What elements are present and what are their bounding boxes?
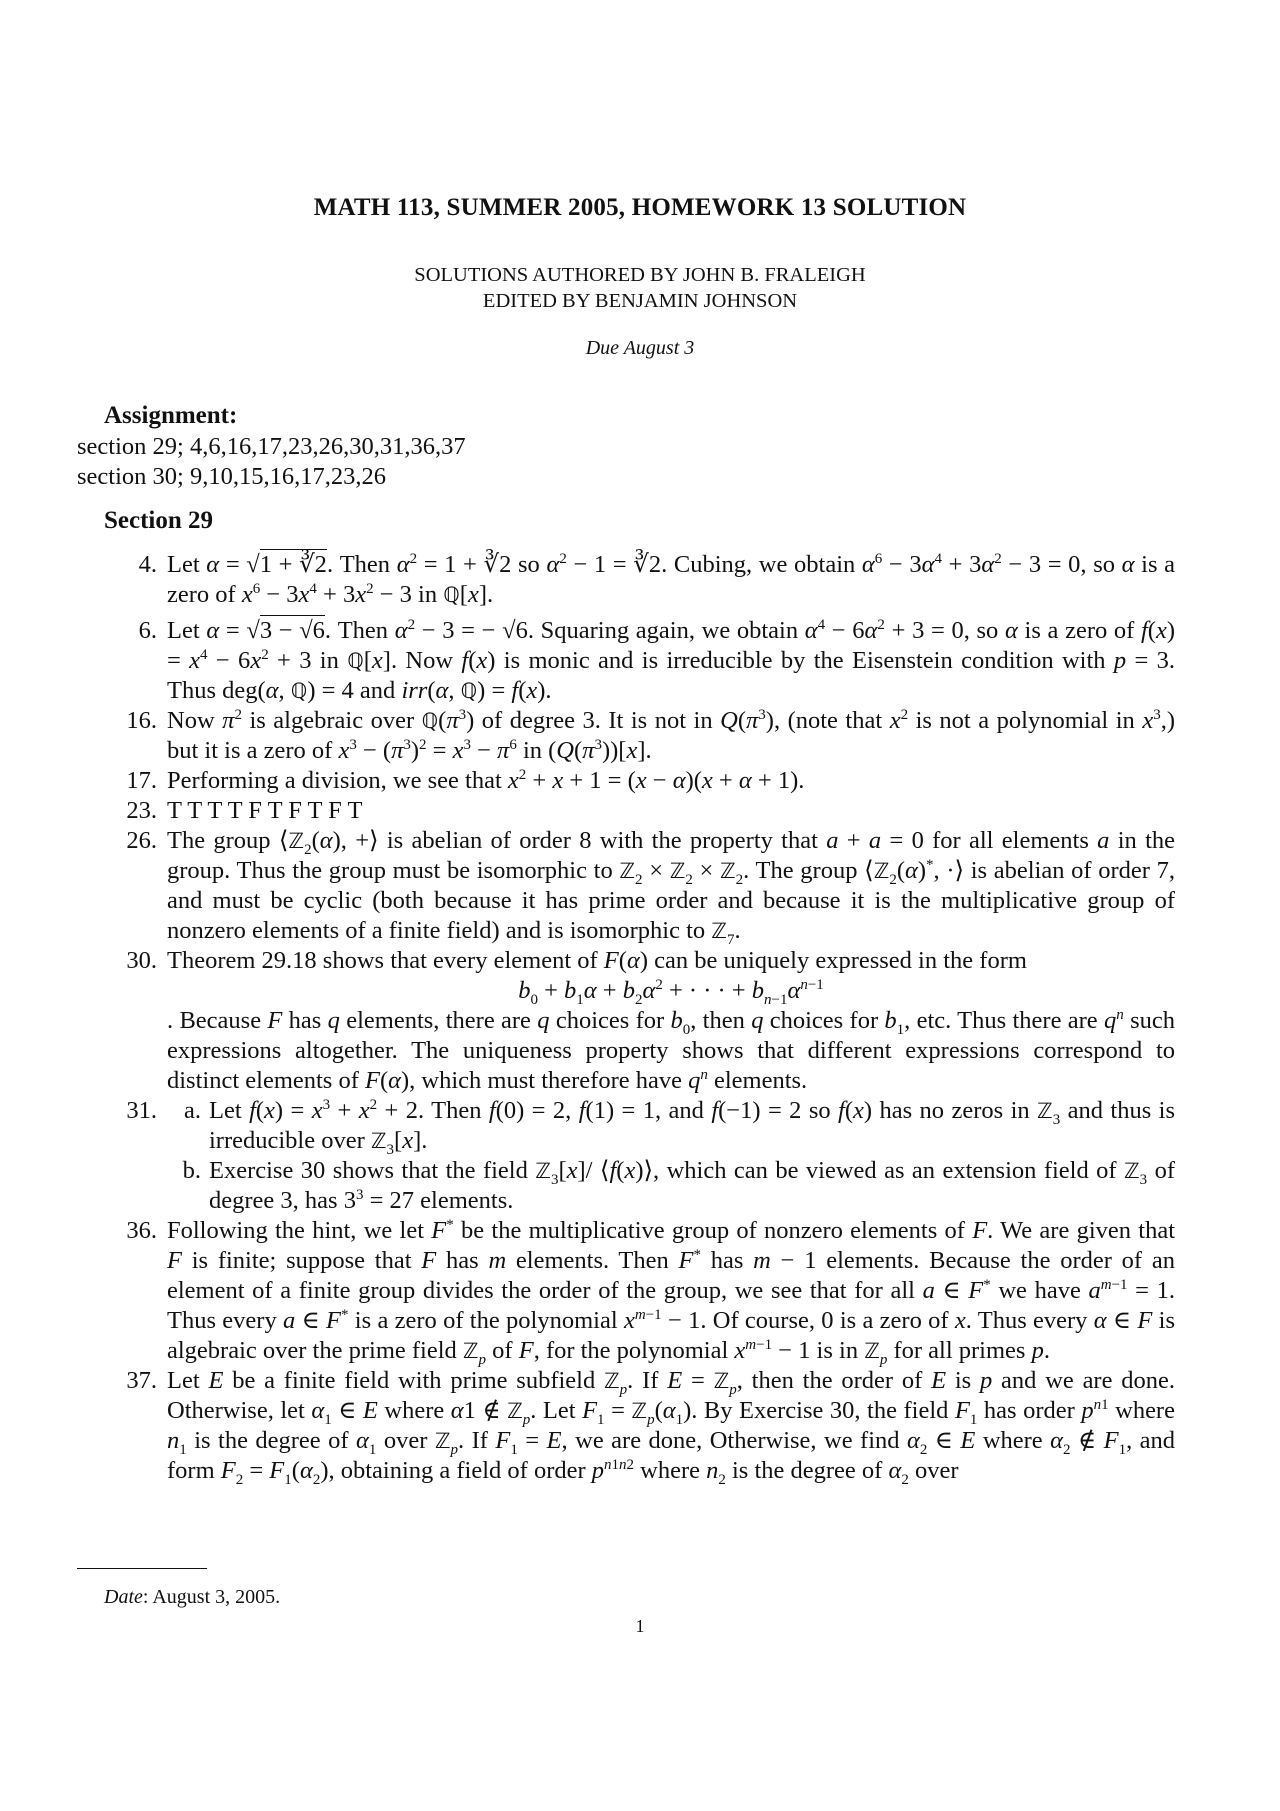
problem-number: 17. [126, 767, 157, 794]
problem-list [117, 550, 1175, 1486]
problem-body: Following the hint, we let F* be the multiplicative group of nonzero elements of F. We are given that F is finite; suppose that F has m elements. Then F* has m − 1 elements. Because the order of an element of a finite group divides the order of the group, we see that for all a ∈ F* we have $a^{m-1} = 1$. Thus every a ∈ F* is a zero of the polynomial $x^{m-1} - 1$. Of course, 0 is a zero of x. Thus every α ∈ F is algebraic over the prime field ℤ$_p$ of F, for the polynomial $x^{m-1} - 1$ is in ℤ$_p$ for all primes p. [167, 1216, 1176, 1368]
part-label: b. [182, 1157, 201, 1184]
problem-number: 30. [126, 947, 157, 974]
problem-body: Let E be a finite field with prime subfield ℤ$_p$. If E = ℤ$_p$, then the order of E is p and we are done. Otherwise, let $\alpha_1$ ∈ E where α1 ∉ ℤ$_p$. Let $F_1$ = $ℤ_p(\alpha_1)$. By Exercise 30, the field $F_1$ has order $p^{n1}$ where $n_1$ is the degree of $\alpha_1$ over ℤ$_p$. If $F_1 = E$, we are done, Otherwise, we find $\alpha_2$ ∈ E where $\alpha_2$ ∉ $F_1$, and form $F_2 = F_1(\alpha_2)$, obtaining a field of order $p^{n1n2}$ where $n_2$ is the degree of $\alpha_2$ over [167, 1367, 1176, 1488]
assignment-heading: Assignment: [104, 402, 238, 429]
problem-body: Performing a division, we see that $x^2 + x + 1 = (x - \alpha)(x + \alpha + 1)$. [167, 766, 805, 794]
part-label: a. [184, 1097, 201, 1124]
problem-number: 36. [126, 1217, 157, 1244]
problem-number: 31. [126, 1097, 157, 1124]
problem-number: 4. [138, 551, 157, 578]
problem-number: 23. [126, 797, 157, 824]
edited-by: EDITED BY BENJAMIN JOHNSON [482, 290, 798, 312]
problem-number: 37. [126, 1367, 157, 1394]
page-number: 1 [635, 1616, 645, 1636]
problem-body: Let α = √1 + ∛2. Then $\alpha^2 = 1$ + ∛2 so $\alpha^2 - 1$ = ∛2. Cubing, we obtain $\alpha^6 - 3\alpha^4 + 3\alpha^2 - 3 = 0$, so α is a zero of $x^6 - 3x^4 + 3x^2 - 3$ in ℚ[x]. [167, 550, 1175, 608]
problem-number: 26. [126, 827, 157, 854]
date-label: Date [104, 1586, 143, 1608]
problem-body [167, 1096, 1175, 1216]
problem-26 [117, 826, 1175, 946]
problem-23 [117, 796, 1175, 826]
assignment-line-2: section 30; 9,10,15,16,17,23,26 [77, 463, 386, 490]
problem-body: Now $\pi^2$ is algebraic over $ℚ(\pi^3)$ of degree 3. It is not in $Q(\pi^3)$, (note that $x^2$ is not a polynomial in $x^3$,) but it is a zero of $x^3 - (\pi^3)^2 = x^3 - \pi^6$ in $(Q(\pi^3))[x]$. [167, 706, 1175, 764]
problem-16 [117, 706, 1175, 766]
assignment-line-1: section 29; 4,6,16,17,23,26,30,31,36,37 [77, 433, 466, 460]
problem-4 [117, 550, 1175, 610]
problem-body: T T T T F T F T F T [167, 797, 363, 824]
problem-number: 16. [126, 707, 157, 734]
problem-number: 6. [138, 617, 157, 644]
display-equation: $b_0 + b_1\alpha + b_2\alpha^2$ + · · · + $b_{n-1}\alpha^{n-1}$ [518, 976, 824, 1008]
footnote-date [104, 1582, 280, 1612]
authored-by: SOLUTIONS AUTHORED BY JOHN B. FRALEIGH [414, 264, 866, 286]
problem-31 [117, 1096, 1175, 1216]
problem-17 [117, 766, 1175, 796]
problem-36 [117, 1216, 1175, 1366]
problem-37 [117, 1366, 1175, 1486]
due-date: Due August 3 [585, 337, 695, 359]
problem-body: Theorem 29.18 shows that every element of F(α) can be uniquely expressed in the form $b_0 + b_1\alpha + b_2\alpha^2$ + · · · + $b_{n-1}\alpha^{n-1}$ . Because F has q elements, there are q choices for $b_0$, then q choices for $b_1$, etc. Thus there are $q^n$ such expressions altogether. The uniqueness property shows that different expressions correspond to distinct elements of F(α), which must therefore have $q^n$ elements. [167, 947, 1175, 1094]
date-value: : August 3, 2005. [142, 1586, 281, 1608]
problem-body: The group ⟨ℤ$_2$(α), +⟩ is abelian of order 8 with the property that a + a = 0 for all elements a in the group. Thus the group must be isomorphic to ℤ$_2$ × ℤ$_2$ × ℤ$_2$. The group ⟨ℤ$_2$(α)*, ·⟩ is abelian of order 7, and must be cyclic (both because it has prime order and because it is the multiplicative group of nonzero elements of a finite field) and is isomorphic to ℤ$_7$. [167, 827, 1176, 948]
problem-31-part-b: b. Exercise 30 shows that the field ℤ$_3$[x]/ ⟨f(x)⟩, which can be viewed as an extension field of ℤ$_3$ of degree 3, has $3^3 = 27$ elements. [155, 1156, 1175, 1216]
author-block [0, 262, 1280, 314]
problem-6 [117, 616, 1175, 706]
document-title: MATH 113, SUMMER 2005, HOMEWORK 13 SOLUTION [313, 194, 967, 221]
problem-30 [117, 946, 1175, 1096]
problem-body: Let α = √3 − √6. Then $\alpha^2 - 3$ = − √6. Squaring again, we obtain $\alpha^4 - 6\alpha^2 + 3 = 0$, so α is a zero of $f(x) = x^4 - 6x^2 + 3$ in ℚ[x]. Now f(x) is monic and is irreducible by the Eisenstein condition with p = 3. Thus deg(α, ℚ) = 4 and irr(α, ℚ) = f(x). [167, 616, 1176, 704]
problem-31-part-a: a. Let $f(x) = x^3 + x^2 + 2$. Then f(0) = 2, f(1) = 1, and f(−1) = 2 so f(x) has no zeros in ℤ$_3$ and thus is irreducible over ℤ$_3$[x]. [155, 1096, 1175, 1156]
footnote-rule [77, 1568, 207, 1569]
section-heading: Section 29 [104, 507, 214, 534]
